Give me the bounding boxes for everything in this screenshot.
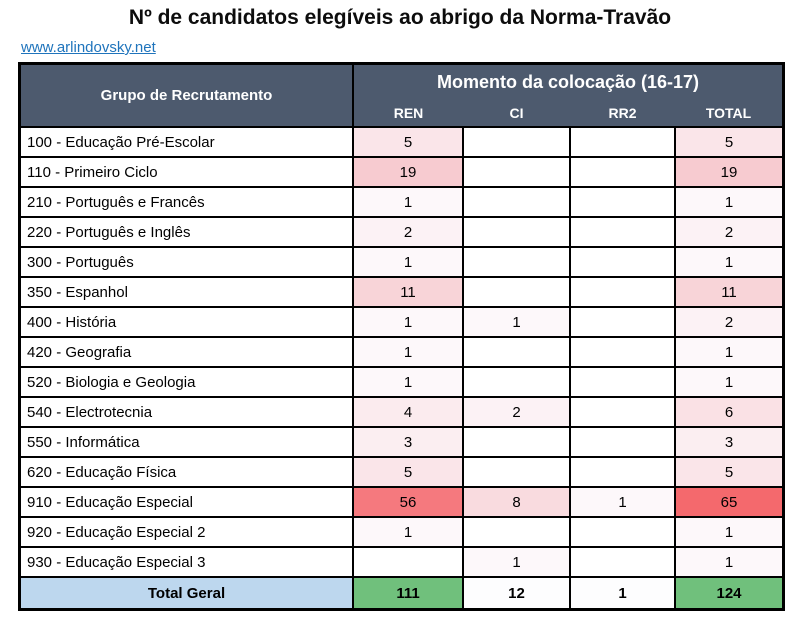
column-header-rr2: RR2 bbox=[608, 104, 637, 121]
value-cell-ren: 19 bbox=[354, 158, 462, 186]
value-cell-total: 5 bbox=[676, 128, 782, 156]
total-row-label: Total Geral bbox=[21, 578, 352, 608]
row-label: 910 - Educação Especial bbox=[21, 488, 352, 516]
value-cell-ci bbox=[464, 188, 569, 216]
value-cell-ren: 1 bbox=[354, 308, 462, 336]
total-value-cell-ren: 111 bbox=[354, 578, 462, 608]
column-header-total: TOTAL bbox=[705, 104, 752, 121]
row-label: 220 - Português e Inglês bbox=[21, 218, 352, 246]
value-cell-ren: 3 bbox=[354, 428, 462, 456]
column-headers-row bbox=[354, 99, 782, 126]
value-cell-total: 1 bbox=[676, 188, 782, 216]
row-label: 100 - Educação Pré-Escolar bbox=[21, 128, 352, 156]
value-cell-ci bbox=[464, 338, 569, 366]
value-cell-total: 65 bbox=[676, 488, 782, 516]
momento-colocacao-header-block bbox=[354, 65, 782, 126]
value-cell-total: 1 bbox=[676, 368, 782, 396]
value-cell-rr2 bbox=[571, 458, 674, 486]
row-label: 920 - Educação Especial 2 bbox=[21, 518, 352, 546]
row-label: 420 - Geografia bbox=[21, 338, 352, 366]
momento-colocacao-header: Momento da colocação (16-17) bbox=[436, 71, 700, 92]
value-cell-ci bbox=[464, 458, 569, 486]
row-label: 520 - Biologia e Geologia bbox=[21, 368, 352, 396]
value-cell-ren: 4 bbox=[354, 398, 462, 426]
value-cell-total: 3 bbox=[676, 428, 782, 456]
value-cell-total: 1 bbox=[676, 548, 782, 576]
value-cell-total: 5 bbox=[676, 458, 782, 486]
value-cell-ci: 1 bbox=[464, 548, 569, 576]
value-cell-total: 11 bbox=[676, 278, 782, 306]
value-cell-ci: 2 bbox=[464, 398, 569, 426]
row-label: 620 - Educação Física bbox=[21, 458, 352, 486]
value-cell-ci bbox=[464, 128, 569, 156]
value-cell-total: 6 bbox=[676, 398, 782, 426]
value-cell-rr2 bbox=[571, 278, 674, 306]
value-cell-ci bbox=[464, 218, 569, 246]
value-cell-rr2: 1 bbox=[571, 488, 674, 516]
value-cell-total: 2 bbox=[676, 308, 782, 336]
value-cell-rr2 bbox=[571, 368, 674, 396]
value-cell-ren: 1 bbox=[354, 518, 462, 546]
value-cell-rr2 bbox=[571, 218, 674, 246]
value-cell-ci bbox=[464, 158, 569, 186]
page-title: Nº de candidatos elegíveis ao abrigo da Norma-Travão bbox=[128, 6, 672, 29]
value-cell-ci: 1 bbox=[464, 308, 569, 336]
total-value-cell-ci: 12 bbox=[464, 578, 569, 608]
value-cell-total: 1 bbox=[676, 338, 782, 366]
value-cell-rr2 bbox=[571, 548, 674, 576]
value-cell-rr2 bbox=[571, 518, 674, 546]
value-cell-total: 1 bbox=[676, 518, 782, 546]
value-cell-ci bbox=[464, 248, 569, 276]
row-label: 210 - Português e Francês bbox=[21, 188, 352, 216]
value-cell-ren: 1 bbox=[354, 338, 462, 366]
website-link[interactable]: www.arlindovsky.net bbox=[21, 39, 156, 56]
row-label: 400 - História bbox=[21, 308, 352, 336]
row-label: 930 - Educação Especial 3 bbox=[21, 548, 352, 576]
row-label: 110 - Primeiro Ciclo bbox=[21, 158, 352, 186]
value-cell-ren: 5 bbox=[354, 458, 462, 486]
data-table bbox=[18, 62, 785, 611]
value-cell-rr2 bbox=[571, 158, 674, 186]
value-cell-total: 2 bbox=[676, 218, 782, 246]
row-label: 540 - Electrotecnia bbox=[21, 398, 352, 426]
value-cell-ren: 1 bbox=[354, 188, 462, 216]
total-value-cell-rr2: 1 bbox=[571, 578, 674, 608]
value-cell-rr2 bbox=[571, 248, 674, 276]
value-cell-ren: 2 bbox=[354, 218, 462, 246]
value-cell-ren: 1 bbox=[354, 368, 462, 396]
value-cell-ren: 1 bbox=[354, 248, 462, 276]
value-cell-rr2 bbox=[571, 128, 674, 156]
row-label: 550 - Informática bbox=[21, 428, 352, 456]
value-cell-ren: 11 bbox=[354, 278, 462, 306]
value-cell-ci bbox=[464, 278, 569, 306]
value-cell-ren: 5 bbox=[354, 128, 462, 156]
row-label: 300 - Português bbox=[21, 248, 352, 276]
column-header-ren: REN bbox=[393, 104, 424, 121]
group-recrutamento-header: Grupo de Recrutamento bbox=[21, 65, 352, 126]
value-cell-ren: 56 bbox=[354, 488, 462, 516]
value-cell-rr2 bbox=[571, 308, 674, 336]
value-cell-rr2 bbox=[571, 338, 674, 366]
value-cell-ci: 8 bbox=[464, 488, 569, 516]
value-cell-total: 19 bbox=[676, 158, 782, 186]
value-cell-ci bbox=[464, 518, 569, 546]
value-cell-ren bbox=[354, 548, 462, 576]
value-cell-total: 1 bbox=[676, 248, 782, 276]
value-cell-rr2 bbox=[571, 188, 674, 216]
total-value-cell-total: 124 bbox=[676, 578, 782, 608]
value-cell-rr2 bbox=[571, 428, 674, 456]
column-header-ci: CI bbox=[509, 104, 524, 121]
value-cell-ci bbox=[464, 428, 569, 456]
value-cell-ci bbox=[464, 368, 569, 396]
value-cell-rr2 bbox=[571, 398, 674, 426]
row-label: 350 - Espanhol bbox=[21, 278, 352, 306]
